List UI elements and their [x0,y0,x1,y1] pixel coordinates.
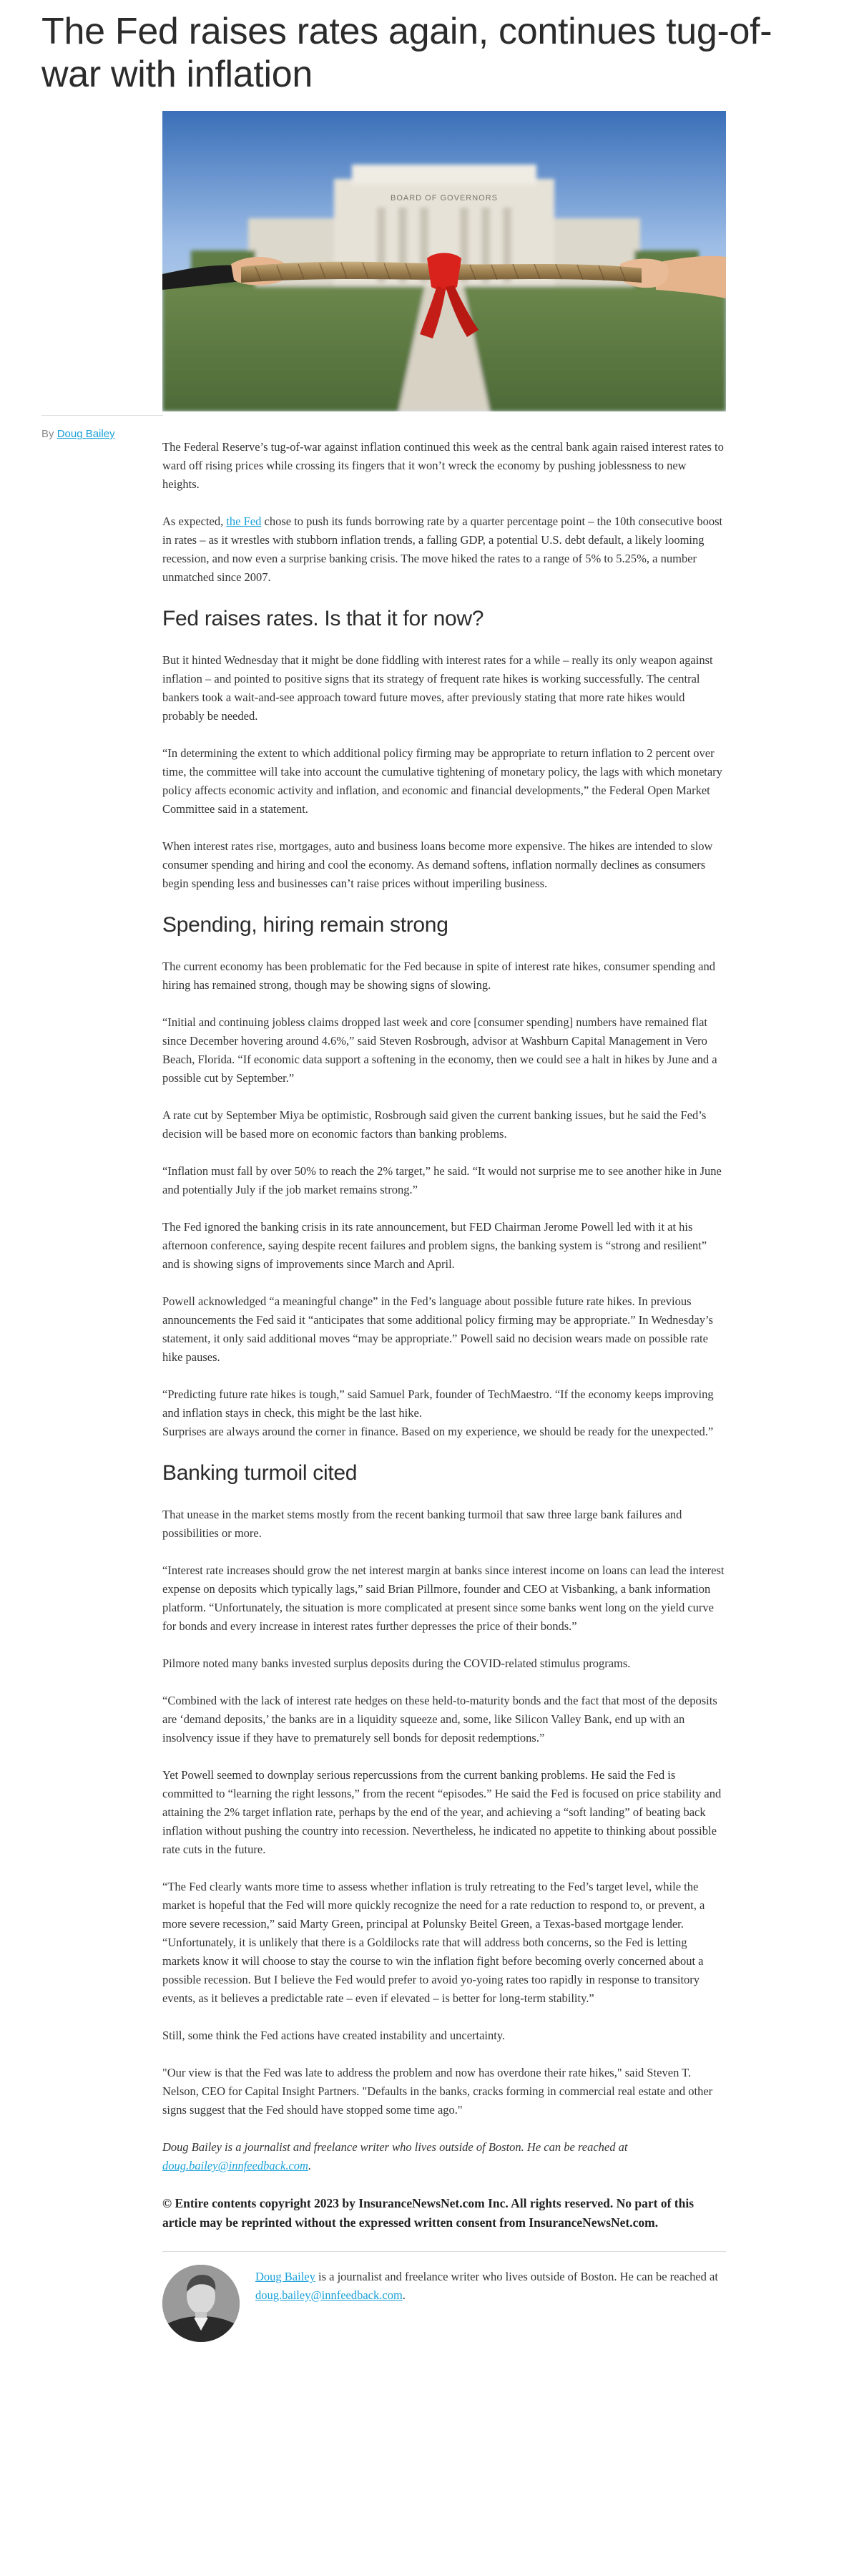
article-paragraph [162,512,726,587]
author-bio-text [255,2266,726,2305]
article-paragraph: “Initial and continuing jobless claims dropped last week and core [consumer spending] numbers have remained flat since December hovering around 4.6%,” said Steven Rosbrough, advisor at Washburn Capital Management in Vero Beach, Florida. “If economic data support a softening in the economy, then we could see a halt in hikes by June and a possible cut by September.” [162,1015,717,1085]
author-email-link[interactable]: doug.bailey@innfeedback.com [162,2159,308,2172]
text-span: Doug Bailey is a journalist and freelance writer who lives outside of Boston. He can be reached at [162,2140,628,2154]
building-lettering: BOARD OF GOVERNORS [390,194,499,203]
byline-divider [41,415,163,416]
article-paragraph: Powell acknowledged “a meaningful change” in the Fed’s language about possible future rate hikes. In previous announcements the Fed said it “anticipates that some additional policy firming may be appropriate.” In Wednesday’s statement, it only said additional moves “may be appropriate.” Powell said no decision wears made on possible rate hike pauses. [162,1294,713,1364]
article-paragraph: “The Fed clearly wants more time to assess whether inflation is truly retreating to the Fed’s target level, while the market is hopeful that the Fed will more quickly recognize the need for a rate reduction to respond to, or prevent, a more severe recession,” said Marty Green, principal at Polunsky Beitel Green, a Texas-based mortgage lender. “Unfortunately, it is unlikely that there is a Goldilocks rate that will address both concerns, so the Fed is letting markets know it will choose to stay the course to win the inflation fight before becoming overly concerned about a possible recession. But I believe the Fed would prefer to avoid yo-yoing rates too rapidly in response to transitory events, as it believes a predictable rate – even if elevated – is better for long-term stability.” [162,1880,705,2005]
author-bio [162,2266,726,2342]
author-bio-name-link[interactable]: Doug Bailey [255,2270,315,2283]
hero-image [162,111,726,411]
article-paragraph: Pilmore noted many banks invested surplus deposits during the COVID-related stimulus programs. [162,1657,631,1670]
author-link[interactable]: Doug Bailey [57,428,115,440]
text-span: chose to push its funds borrowing rate by a quarter percentage point – the 10th consecutive boost in rates – as it wrestles with stubborn inflation trends, a falling GDP, a potential U.S. debt default, a likely looming recession, and now even a surprise banking crisis. The move hiked the rates to a range of 5% to 5.25%, a number unmatched since 2007. [162,514,723,584]
article-paragraph: The current economy has been problematic for the Fed because in spite of interest rate hikes, consumer spending and hiring has remained strong, though may be showing signs of slowing. [162,960,715,992]
copyright-notice: © Entire contents copyright 2023 by InsuranceNewsNet.com Inc. All rights reserved. No part of this article may be reprinted without the expressed written consent from InsuranceNewsNet.com. [162,2196,694,2230]
author-avatar[interactable] [162,2265,240,2342]
article-paragraph: But it hinted Wednesday that it might be done fiddling with interest rates for a while – really its only weapon against inflation – and pointed to positive signs that its strategy of frequent rate hikes is working successfully. The central bankers took a wait-and-see approach toward future moves, after previously stating that more rate hikes would probably be needed. [162,653,713,723]
the-fed-link[interactable]: the Fed [226,514,262,528]
author-bio-email-link[interactable]: doug.bailey@innfeedback.com [255,2288,403,2302]
article-paragraph: That unease in the market stems mostly from the recent banking turmoil that saw three large bank failures and possibilities or more. [162,1508,682,1540]
text-span: Surprises are always around the corner in finance. Based on my experience, we should be ready for the unexpected.” [162,1425,714,1438]
text-span: As expected, [162,514,227,528]
article-paragraph: "Our view is that the Fed was late to address the problem and now has overdone their rate hikes," said Steven T. Nelson, CEO for Capital Insight Partners. "Defaults in the banks, cracks forming in commercial real estate and other signs suggest that the Fed should have stopped some time ago." [162,2066,713,2117]
article-paragraph: “Interest rate increases should grow the net interest margin at banks since interest income on loans can lead the interest expense on deposits which typically lags,” said Brian Pillmore, founder and CEO at Visbanking, a bank information platform. “Unfortunately, the situation is more complicated at present since some banks went long on the yield curve for bonds and every increase in interest rates further depresses the price of their bonds.” [162,1563,725,1633]
bio-divider [162,2251,726,2252]
author-tagline [162,2138,726,2175]
article-body [162,438,726,2342]
article-paragraph: A rate cut by September Miya be optimistic, Rosbrough said given the current banking issues, but he said the Fed’s decision will be based more on economic factors than banking problems. [162,1108,707,1141]
page-title: The Fed raises rates again, continues tug-of-war with inflation [41,11,772,95]
article-paragraph: The Federal Reserve’s tug-of-war against inflation continued this week as the central bank again raised interest rates to ward off rising prices while crossing its fingers that it won’t wreck the economy by pushing joblessness to new heights. [162,440,724,491]
text-span: is a journalist and freelance writer who lives outside of Boston. He can be reached at [315,2270,718,2283]
article-paragraph [162,1385,726,1441]
section-heading: Banking turmoil cited [162,1461,358,1485]
section-heading: Spending, hiring remain strong [162,913,448,937]
article-paragraph: When interest rates rise, mortgages, auto and business loans become more expensive. The hikes are intended to slow consumer spending and hiring and cool the economy. As demand softens, inflation normally declines as consumers begin spending less and businesses can’t raise prices without imperiling business. [162,839,713,890]
text-span: “Predicting future rate hikes is tough,” said Samuel Park, founder of TechMaestro. “If the economy keeps improving and inflation stays in check, this might be the last hike. [162,1387,714,1420]
article-paragraph: “Combined with the lack of interest rate hedges on these held-to-maturity bonds and the fact that most of the deposits are ‘demand deposits,’ the banks are in a liquidity squeeze and, some, like Silicon Valley Bank, end up with an insolvency issue if they have to prematurely sell bonds for deposit redemptions.” [162,1694,717,1745]
article-paragraph: Still, some think the Fed actions have created instability and uncertainty. [162,2029,506,2042]
section-heading: Fed raises rates. Is that it for now? [162,607,484,630]
article-paragraph: “Inflation must fall by over 50% to reach the 2% target,” he said. “It would not surprise me to see another hike in June and potentially July if the job market remains strong.” [162,1164,722,1196]
text-span: . [308,2159,312,2172]
text-span: . [402,2288,406,2302]
byline-prefix: By [41,428,57,440]
article-paragraph: The Fed ignored the banking crisis in its rate announcement, but FED Chairman Jerome Powell led with it at his afternoon conference, saying despite recent failures and problem signs, the banking system is “strong and resilient” and is showing signs of improvements since March and April. [162,1220,707,1271]
byline [41,428,115,440]
article-paragraph: Yet Powell seemed to downplay serious repercussions from the current banking problems. He said the Fed is committed to “learning the right lessons,” from the recent “episodes.” He said the Fed is focused on price stability and attaining the 2% target inflation rate, perhaps by the end of the year, and achieving a “soft landing” of beating back inflation without pushing the country into recession. Nevertheless, he indicated no appetite to thinking about possible rate cuts in the future. [162,1768,722,1856]
article-paragraph: “In determining the extent to which additional policy firming may be appropriate to return inflation to 2 percent over time, the committee will take into account the cumulative tightening of monetary policy, the lags with which monetary policy affects economic activity and inflation, and economic and financial developments,” the Federal Open Market Committee said in a statement. [162,746,722,816]
